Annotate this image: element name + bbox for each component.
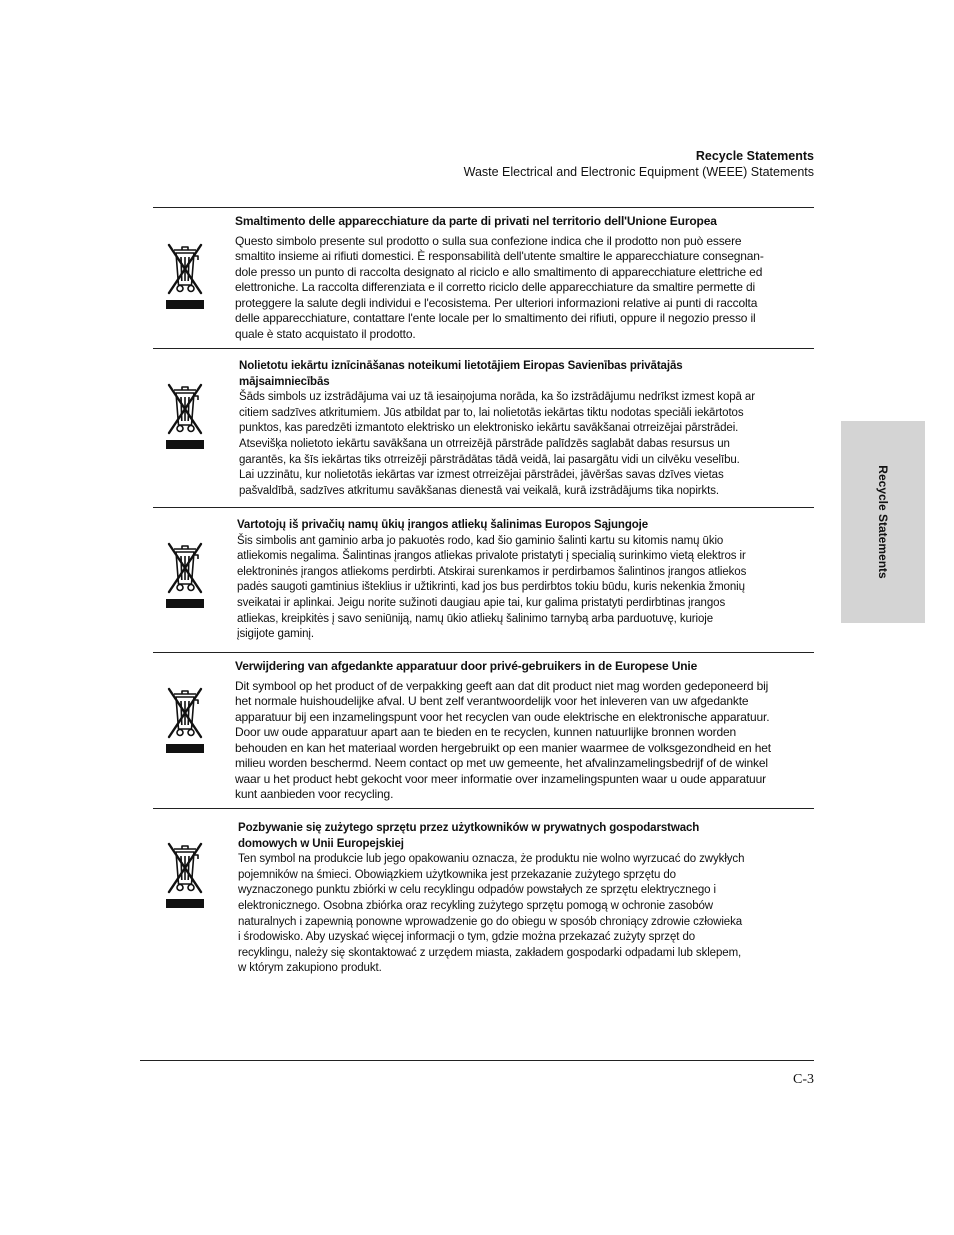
weee-section-dutch	[153, 652, 814, 809]
section-title: Vartotojų iš privačių namų ūkių įrangos atliekų šalinimas Europos Sąjungoje	[237, 519, 649, 531]
section-title: Nolietotu iekārtu iznīcināšanas noteikumi lietotājiem Eiropas Savienības privātajās mājsaimniecībās	[239, 360, 683, 388]
section-title: Pozbywanie się zużytego sprzętu przez użytkowników w prywatnych gospodarstwach domowych w Unii Europejskiej	[238, 822, 700, 850]
section-body: Šis simbolis ant gaminio arba jo pakuotės rodo, kad šio gaminio šalinti kartu su kitomis namų ūkio atliekomis negalima. Šalintinas įrangos atliekas privalote pristatyti į specialią surinkimo vietą elektros ir elektroninės įrangos atliekoms perdirbti. Atskirai surenkamos ir perdirbamos šalintinos įrangos atliekos padės saugoti gamtinius išteklius ir užtikrinti, kad jos bus perdirbtos tokiu būdu, kuris nekenkia žmonių sveikatai ir aplinkai. Jeigu norite sužinoti daugiau apie tai, kur galima pristatyti perdirbtinas įrangos atliekas, kreipkitės į savo seniūniją, namų ūkio atliekų šalinimo tarnybą arba parduotuvę, kurioje įsigijote gaminį.	[237, 534, 747, 641]
weee-crossed-bin-icon	[165, 380, 205, 452]
weee-crossed-bin-icon	[165, 839, 205, 911]
header-title: Recycle Statements	[695, 149, 814, 163]
weee-section-italian	[153, 207, 814, 348]
section-body: Ten symbol na produkcie lub jego opakowaniu oznacza, że produktu nie wolno wyrzucać do zwykłych pojemników na śmieci. Obowiązkiem użytkownika jest przekazanie zużytego sprzętu do wyznaczonego punktu zbiórki w celu recyklingu odpadów powstałych ze sprzętu elektrycznego i elektronicznego. Osobna zbiórka oraz recykling zużytego sprzętu pomogą w ochronie zasobów naturalnych i zapewnią ponowne wprowadzenie go do obiegu w sposób chroniący zdrowie człowieka i środowisko. Aby uzyskać więcej informacji o tym, gdzie można przekazać zużyty sprzęt do recyklingu, należy się skontaktować z urzędem miasta, zakładem gospodarki odpadami lub sklepem, w którym zakupiono produkt.	[238, 853, 745, 975]
section-body: Dit symbool op het product of de verpakking geeft aan dat dit product niet mag worden gedeponeerd bij het normale huishoudelijke afval. U bent zelf verantwoordelijk voor het inleveren van uw afgedankte apparatuur bij een inzamelingspunt voor het recyclen van oude elektrische en elektronische apparatuur. Door uw oude apparatuur apart aan te bieden en te recyclen, kunnen natuurlijke bronnen worden behouden en kan het materiaal worden hergebruikt op een manier waarmee de volksgezondheid en het milieu worden beschermd. Neem contact op met uw gemeente, het afvalinzamelingsbedrijf of de winkel waar u het product hebt gekocht voor meer informatie over inzamelingspunten waar u oude apparatuur kunt aanbieden voor recycling.	[235, 678, 771, 801]
section-title: Verwijdering van afgedankte apparatuur door privé-gebruikers in de Europese Unie	[235, 659, 698, 673]
section-title: Smaltimento delle apparecchiature da parte di privati nel territorio dell'Unione Europea	[235, 214, 717, 228]
weee-crossed-bin-icon	[165, 539, 205, 611]
weee-section-lithuanian	[153, 507, 814, 653]
page-number: C-3	[793, 1072, 814, 1087]
side-tab-label: Recycle Statements	[876, 465, 890, 579]
weee-crossed-bin-icon	[165, 240, 205, 312]
weee-section-latvian	[153, 348, 814, 507]
page-header	[464, 148, 814, 180]
header-subtitle: Waste Electrical and Electronic Equipment (WEEE) Statements	[463, 165, 814, 179]
section-body: Šāds simbols uz izstrādājuma vai uz tā iesaiņojuma norāda, ka šo izstrādājumu nedrīkst izmest kopā ar citiem sadzīves atkritumiem. Jūs atbildat par to, lai nolietotās iekārtas tiktu nodotas speciāli iekārtotos punktos, kas paredzēti izmantoto elektrisko un elektronisko iekārtu savākšanai otrreizējai pārstrādei. Atsevišķa nolietoto iekārtu savākšana un otrreizējā pārstrāde palīdzēs saglabāt dabas resursus un garantēs, ka šīs iekārtas tiks otrreizēji pārstrādātas tādā veidā, lai pasargātu vidi un cilvēku veselību. Lai uzzinātu, kur nolietotās iekārtas var izmest otrreizējai pārstrādei, jāvēršas savas dzīves vietas pašvaldībā, sadzīves atkritumu savākšanas dienestā vai veikalā, kurā izstrādājums tika nopirkts.	[239, 391, 755, 497]
weee-section-polish	[153, 808, 814, 981]
section-body: Questo simbolo presente sul prodotto o sulla sua confezione indica che il prodotto non può essere smaltito insieme ai rifiuti domestici. È responsabilità dell'utente smaltire le apparecchiature consegnan- dole presso un punto di raccolta designato al riciclo e allo smaltimento di apparecchiature elettriche ed elettroniche. La raccolta differenziata e il corretto riciclo delle apparecchiature da smaltire permette di proteggere la salute degli individui e l'ecosistema. Per ulteriori informazioni relative ai punti di raccolta delle apparecchiature, contattare l'ente locale per lo smaltimento dei rifiuti, oppure il negozio presso il quale è stato acquistato il prodotto.	[235, 233, 764, 341]
weee-crossed-bin-icon	[165, 684, 205, 756]
footer-rule	[140, 1060, 814, 1061]
side-tab[interactable]	[841, 421, 925, 623]
